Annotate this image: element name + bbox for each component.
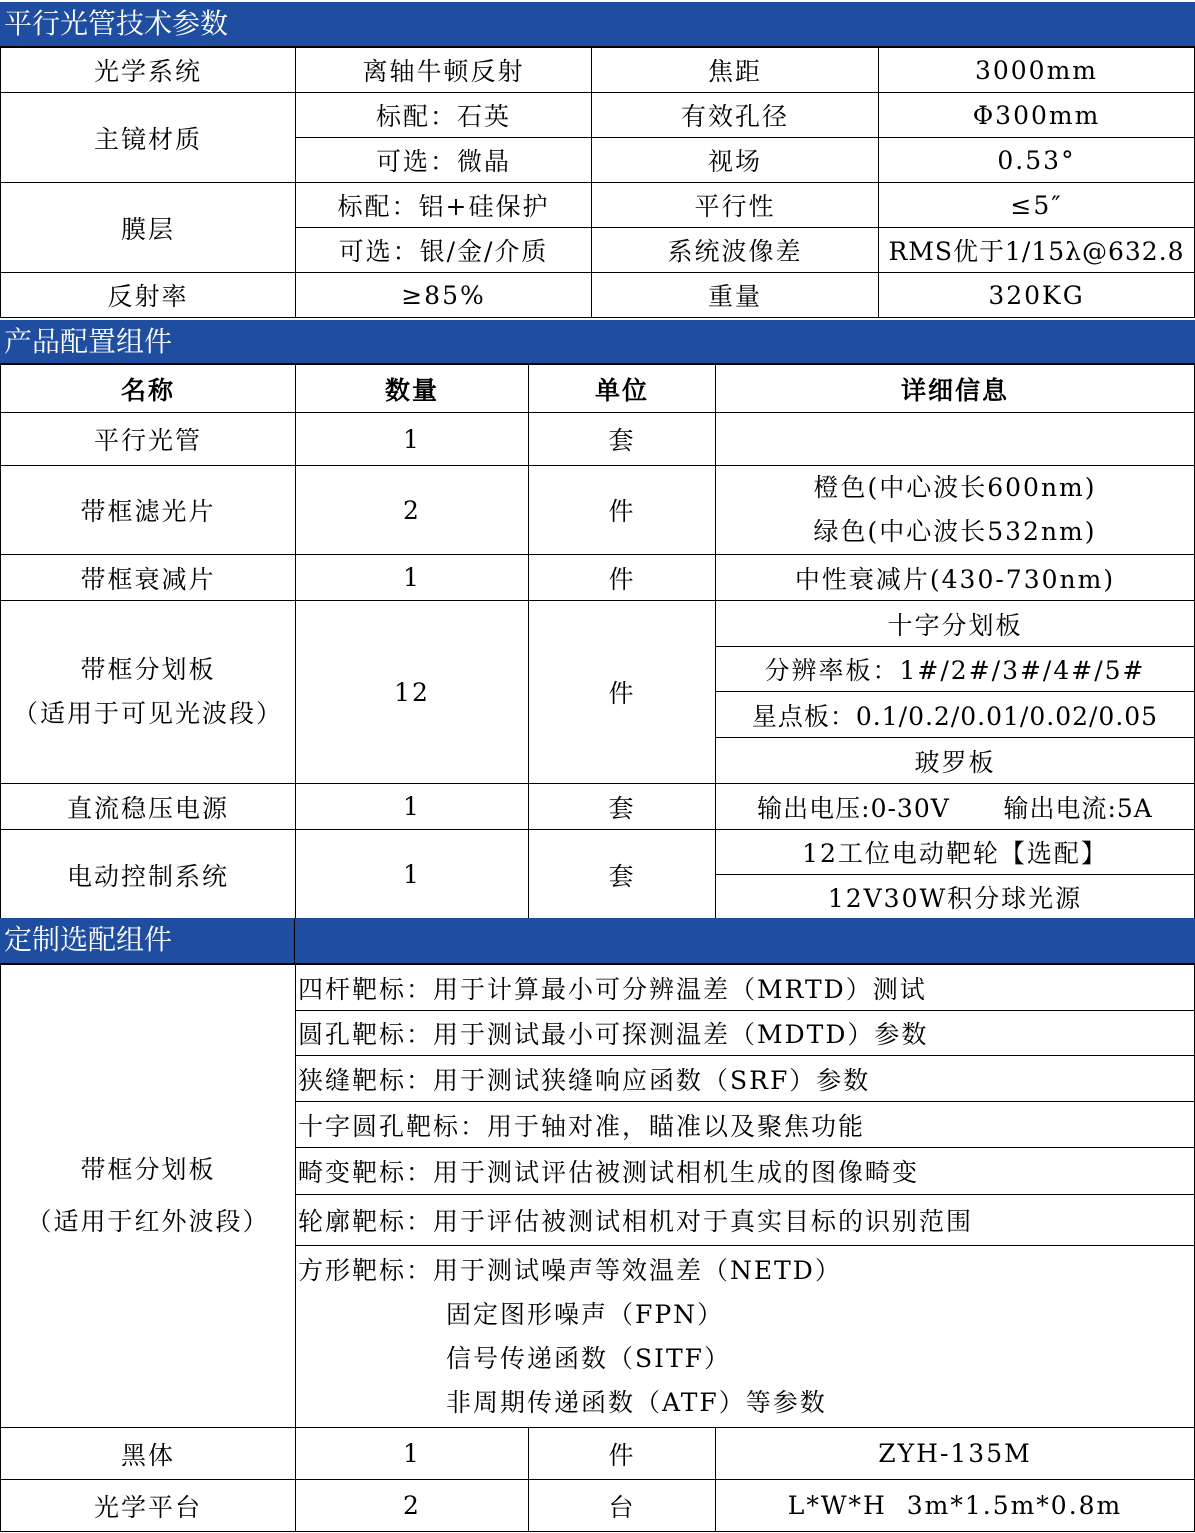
section-header-tech-params — [0, 2, 1195, 47]
target-item: 轮廓靶标：用于评估被测试相机对于真实目标的识别范围 — [296, 1195, 1195, 1246]
item-name — [1, 601, 296, 784]
item-details: 12V30W积分球光源 — [716, 875, 1195, 920]
table-header-row — [1, 365, 1195, 413]
param-value: 标配：铝+硅保护 — [296, 183, 592, 228]
param-label: 重量 — [592, 273, 879, 318]
item-name: 黑体 — [1, 1428, 296, 1480]
item-unit: 套 — [529, 413, 716, 466]
item-details — [716, 413, 1195, 466]
param-label: 焦距 — [592, 48, 879, 93]
item-name: 光学平台 — [1, 1480, 296, 1532]
param-label: 平行性 — [592, 183, 879, 228]
item-name: 平行光管 — [1, 413, 296, 466]
param-value: 可选：银/金/介质 — [296, 228, 592, 273]
item-unit: 件 — [529, 555, 716, 601]
param-value: RMS优于1/15λ@632.8 — [879, 228, 1195, 273]
item-qty: 1 — [296, 830, 529, 920]
item-details: 星点板：0.1/0.2/0.01/0.02/0.05 — [716, 692, 1195, 738]
target-item: 圆孔靶标：用于测试最小可探测温差（MDTD）参数 — [296, 1011, 1195, 1056]
table-row — [1, 1480, 1195, 1532]
target-item: 四杆靶标：用于计算最小可分辨温差（MRTD）测试 — [296, 965, 1195, 1011]
item-details: 12工位电动靶轮【选配】 — [716, 830, 1195, 875]
item-details: 分辨率板：1#/2#/3#/4#/5# — [716, 647, 1195, 692]
param-value: ≤5″ — [879, 183, 1195, 228]
item-qty: 1 — [296, 1428, 529, 1480]
custom-options-table — [0, 964, 1195, 1532]
table-row — [1, 601, 1195, 647]
table-row — [1, 413, 1195, 466]
column-header: 数量 — [296, 365, 529, 413]
target-line: 方形靶标：用于测试噪声等效温差（NETD） — [298, 1255, 842, 1285]
table-row — [1, 48, 1195, 93]
column-header: 名称 — [1, 365, 296, 413]
item-details: 玻罗板 — [716, 738, 1195, 784]
table-row — [1, 183, 1195, 228]
group-name-line: 带框分划板 — [80, 1155, 216, 1184]
item-unit: 套 — [529, 830, 716, 920]
item-details — [716, 466, 1195, 555]
column-header: 单位 — [529, 365, 716, 413]
target-line: 固定图形噪声（FPN） — [446, 1299, 725, 1329]
target-item: 十字圆孔靶标：用于轴对准，瞄准以及聚焦功能 — [296, 1102, 1195, 1148]
tech-params-table — [0, 47, 1195, 318]
item-unit: 套 — [529, 784, 716, 830]
item-name: 电动控制系统 — [1, 830, 296, 920]
product-config-table — [0, 364, 1195, 920]
param-value: 可选：微晶 — [296, 138, 592, 183]
item-name: 带框衰减片 — [1, 555, 296, 601]
item-details: ZYH-135M — [716, 1428, 1195, 1480]
section-header-product-config — [0, 320, 1195, 364]
param-value: ≥85% — [296, 273, 592, 318]
item-unit: 件 — [529, 1428, 716, 1480]
item-qty: 12 — [296, 601, 529, 784]
table-row — [1, 830, 1195, 875]
table-row — [1, 93, 1195, 138]
param-label: 有效孔径 — [592, 93, 879, 138]
detail-line: 绿色(中心波长532nm) — [813, 517, 1097, 546]
param-value: 320KG — [879, 273, 1195, 318]
item-qty: 1 — [296, 413, 529, 466]
param-label: 视场 — [592, 138, 879, 183]
item-name: 带框滤光片 — [1, 466, 296, 555]
table-row — [1, 784, 1195, 830]
table-row — [1, 555, 1195, 601]
item-name: 直流稳压电源 — [1, 784, 296, 830]
table-row — [1, 466, 1195, 555]
target-item: 狭缝靶标：用于测试狭缝响应函数（SRF）参数 — [296, 1056, 1195, 1102]
param-label: 反射率 — [1, 273, 296, 318]
column-header: 详细信息 — [716, 365, 1195, 413]
detail-line: 橙色(中心波长600nm) — [813, 473, 1097, 502]
item-qty: 1 — [296, 555, 529, 601]
param-value: 标配：石英 — [296, 93, 592, 138]
group-name — [1, 965, 296, 1428]
item-qty: 1 — [296, 784, 529, 830]
param-value: 0.53° — [879, 138, 1195, 183]
param-value: Φ300mm — [879, 93, 1195, 138]
item-name-line: （适用于可见光波段） — [12, 699, 283, 728]
item-details: 十字分划板 — [716, 601, 1195, 647]
section-title: 产品配置组件 — [4, 325, 173, 358]
param-label: 膜层 — [1, 183, 296, 273]
param-value: 3000mm — [879, 48, 1195, 93]
item-unit: 台 — [529, 1480, 716, 1532]
param-label: 光学系统 — [1, 48, 296, 93]
item-unit: 件 — [529, 466, 716, 555]
target-item-square — [296, 1246, 1195, 1428]
item-details: 输出电压:0-30V 输出电流:5A — [716, 784, 1195, 830]
table-row — [1, 965, 1195, 1011]
section-title: 定制选配组件 — [4, 923, 173, 956]
header-divider — [294, 918, 295, 964]
target-item: 畸变靶标：用于测试评估被测试相机生成的图像畸变 — [296, 1148, 1195, 1195]
item-name-line: 带框分划板 — [80, 655, 216, 684]
table-row — [1, 273, 1195, 318]
item-qty: 2 — [296, 1480, 529, 1532]
target-line: 信号传递函数（SITF） — [446, 1343, 732, 1373]
param-label: 系统波像差 — [592, 228, 879, 273]
target-line: 非周期传递函数（ATF）等参数 — [446, 1387, 827, 1417]
param-value: 离轴牛顿反射 — [296, 48, 592, 93]
section-title: 平行光管技术参数 — [4, 7, 229, 40]
item-unit: 件 — [529, 601, 716, 784]
group-name-line: （适用于红外波段） — [26, 1207, 270, 1236]
item-details: 中性衰减片(430-730nm) — [716, 555, 1195, 601]
item-details: L*W*H 3m*1.5m*0.8m — [716, 1480, 1195, 1532]
table-row — [1, 1428, 1195, 1480]
param-label: 主镜材质 — [1, 93, 296, 183]
section-header-custom-options — [0, 918, 1195, 964]
item-qty: 2 — [296, 466, 529, 555]
